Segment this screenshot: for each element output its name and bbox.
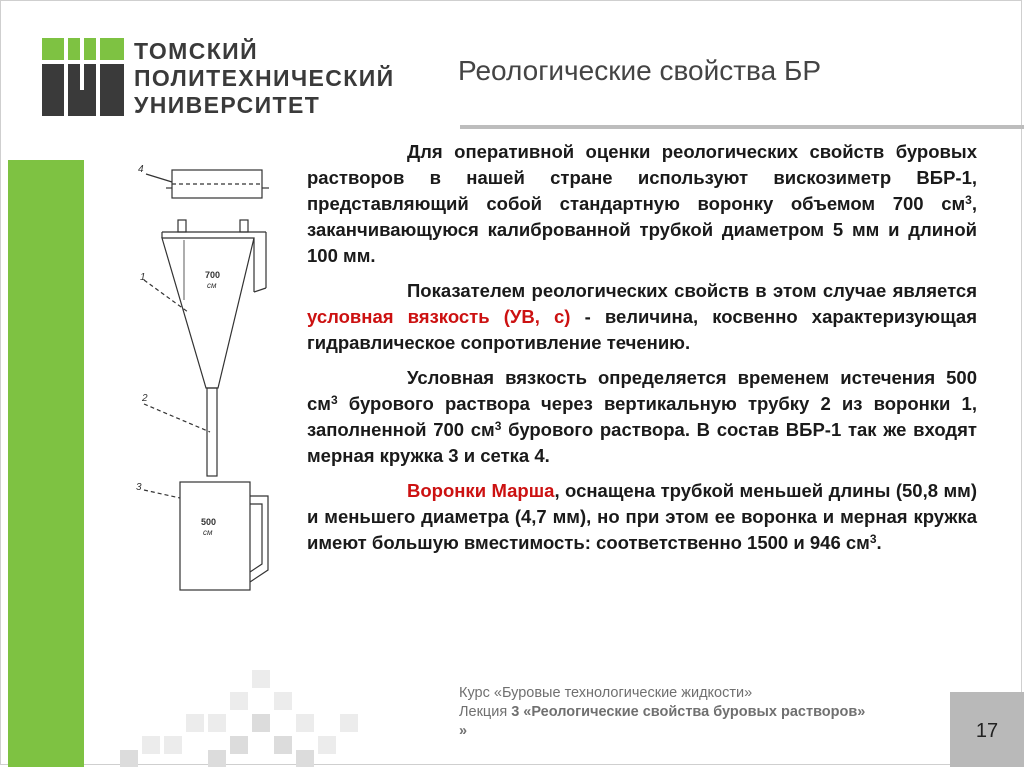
footer-lecture-tail: » bbox=[459, 723, 468, 739]
funnel-body bbox=[162, 238, 254, 388]
footer-course-title: Курс «Буровые технологические жидкости» bbox=[459, 685, 753, 701]
cup-unit-label: см bbox=[203, 528, 213, 537]
paragraph-2: Показателем реологических свойств в этом случае является условная вязкость (УВ, с) - величина, косвенно характеризующая гидравлическое сопротивление течению. bbox=[307, 280, 977, 353]
paragraph-1: Для оперативной оценки реологических свойств буровых растворов в нашей стране используют вискозиметр ВБР-1, представляющий собой стандартную воронку объемом 700 $см^3$, заканчивающуюся калиброванной трубкой диаметром 5 мм и длиной 100 мм. bbox=[307, 141, 977, 266]
conditional-viscosity-term: условная вязкость (УВ, с) bbox=[307, 306, 571, 327]
body-text bbox=[307, 139, 977, 565]
tpu-logo bbox=[42, 38, 124, 116]
viscometer-diagram bbox=[132, 160, 282, 605]
funnel-volume-label: 700 bbox=[205, 270, 221, 280]
diagram-label-2: 2 bbox=[142, 393, 148, 404]
paragraph-3: Условная вязкость определяется временем истечения 500 $см^3$ бурового раствора через вертикальную трубку 2 из воронки 1, заполненной 700 $см^3$ бурового раствора. В состав ВБР-1 так же входят мерная кружка 3 и сетка 4. bbox=[307, 367, 977, 466]
university-name bbox=[134, 38, 395, 119]
diagram-label-4: 4 bbox=[138, 164, 144, 175]
marsh-funnel-term: Воронки Марша bbox=[407, 480, 555, 501]
paragraph-4: Воронки Марша, оснащена трубкой меньшей длины (50,8 мм) и меньшего диаметра (4,7 мм), но при этом ее воронка и мерная кружка имеют большую вместимость: соответственно 1500 и 946 $см^3$. bbox=[307, 480, 977, 553]
title-divider bbox=[460, 125, 1024, 129]
diagram-label-3: 3 bbox=[136, 482, 142, 493]
university-line-1: ТОМСКИЙ bbox=[134, 38, 259, 64]
university-line-3: УНИВЕРСИТЕТ bbox=[134, 92, 321, 118]
cup-volume-label: 500 bbox=[201, 517, 217, 527]
footer-course-info bbox=[459, 684, 899, 741]
decorative-pixel-pattern bbox=[84, 660, 384, 767]
university-line-2: ПОЛИТЕХНИЧЕСКИЙ bbox=[134, 65, 395, 91]
funnel-unit-label: см bbox=[207, 281, 217, 290]
diagram-label-1: 1 bbox=[140, 272, 146, 283]
page-number: 17 bbox=[975, 720, 999, 742]
measuring-cup bbox=[180, 482, 250, 590]
green-side-bar bbox=[8, 160, 84, 767]
footer-lecture: Лекция 3 «Реологические свойства буровых растворов» bbox=[459, 704, 866, 720]
slide-title: Реологические свойства БР bbox=[458, 55, 822, 86]
